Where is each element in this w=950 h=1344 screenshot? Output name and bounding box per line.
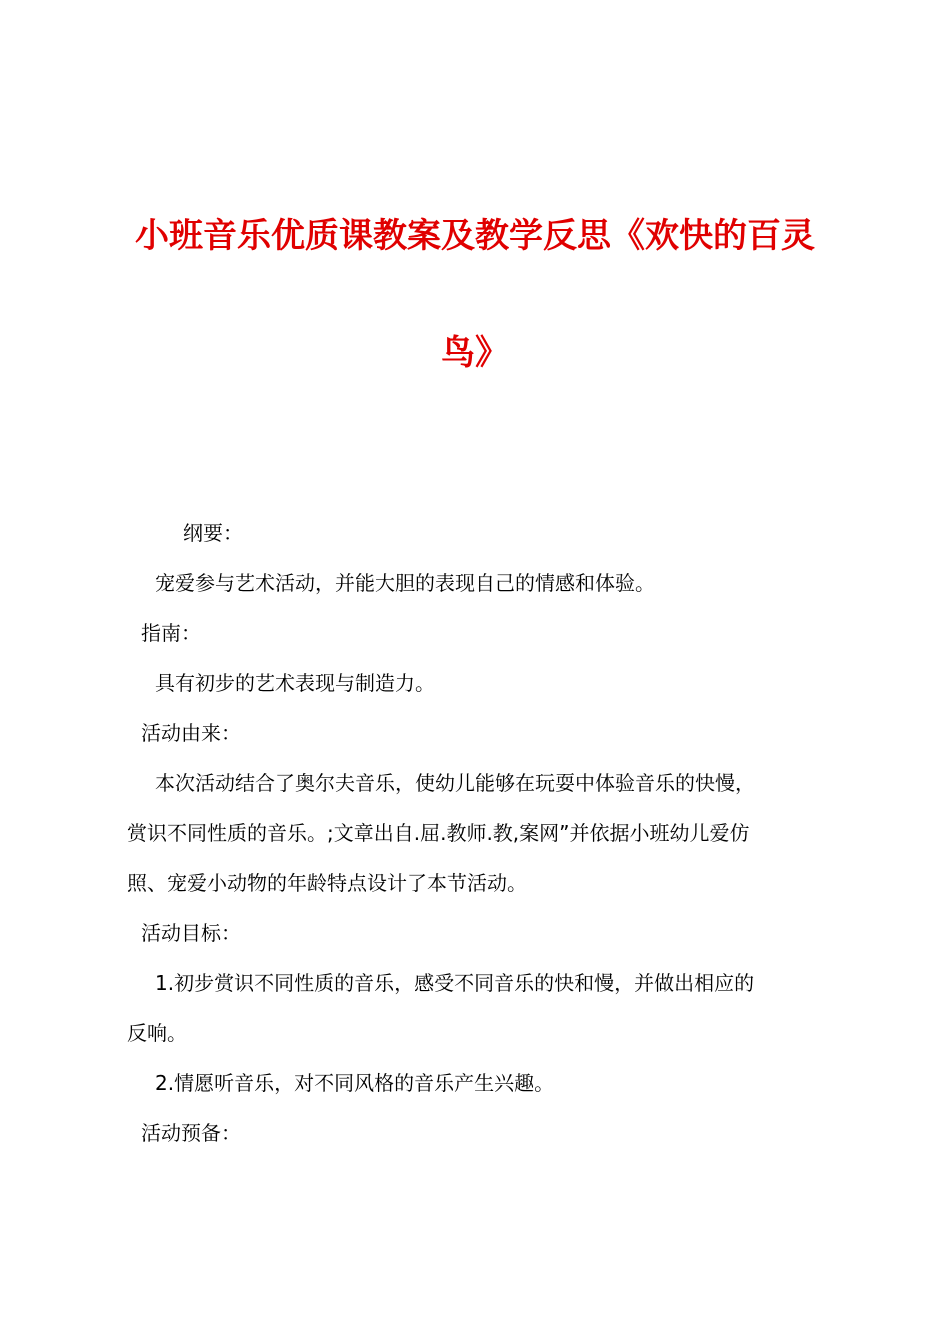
paragraph-goal-2: 2.情愿听音乐，对不同风格的音乐产生兴趣。 [155, 1071, 555, 1095]
paragraph-origin-heading: 活动由来： [141, 721, 241, 745]
document-title-line-2: 鸟》 [441, 333, 509, 373]
paragraph-goals-heading: 活动目标： [141, 921, 241, 945]
paragraph-origin-text-line-3: 照、宠爱小动物的年龄特点设计了本节活动。 [127, 871, 527, 895]
paragraph-origin-text-line-1: 本次活动结合了奥尔夫音乐，使幼儿能够在玩耍中体验音乐的快慢， [155, 771, 755, 795]
paragraph-goal-1-line-2: 反响。 [127, 1021, 187, 1045]
paragraph-origin-text-line-2: 赏识不同性质的音乐。;文章出自.屈.教师.教,案网”并依据小班幼儿爱仿 [127, 821, 750, 845]
paragraph-guide-heading: 指南： [141, 621, 201, 645]
paragraph-outline-heading: 纲要： [183, 521, 243, 545]
paragraph-goal-1-line-1: 1.初步赏识不同性质的音乐，感受不同音乐的快和慢，并做出相应的 [155, 971, 755, 995]
paragraph-guide-text: 具有初步的艺术表现与制造力。 [155, 671, 435, 695]
document-title-line-1: 小班音乐优质课教案及教学反思《欢快的百灵 [135, 216, 815, 256]
paragraph-outline-text: 宠爱参与艺术活动，并能大胆的表现自己的情感和体验。 [155, 571, 655, 595]
paragraph-prep-heading: 活动预备： [141, 1121, 241, 1145]
